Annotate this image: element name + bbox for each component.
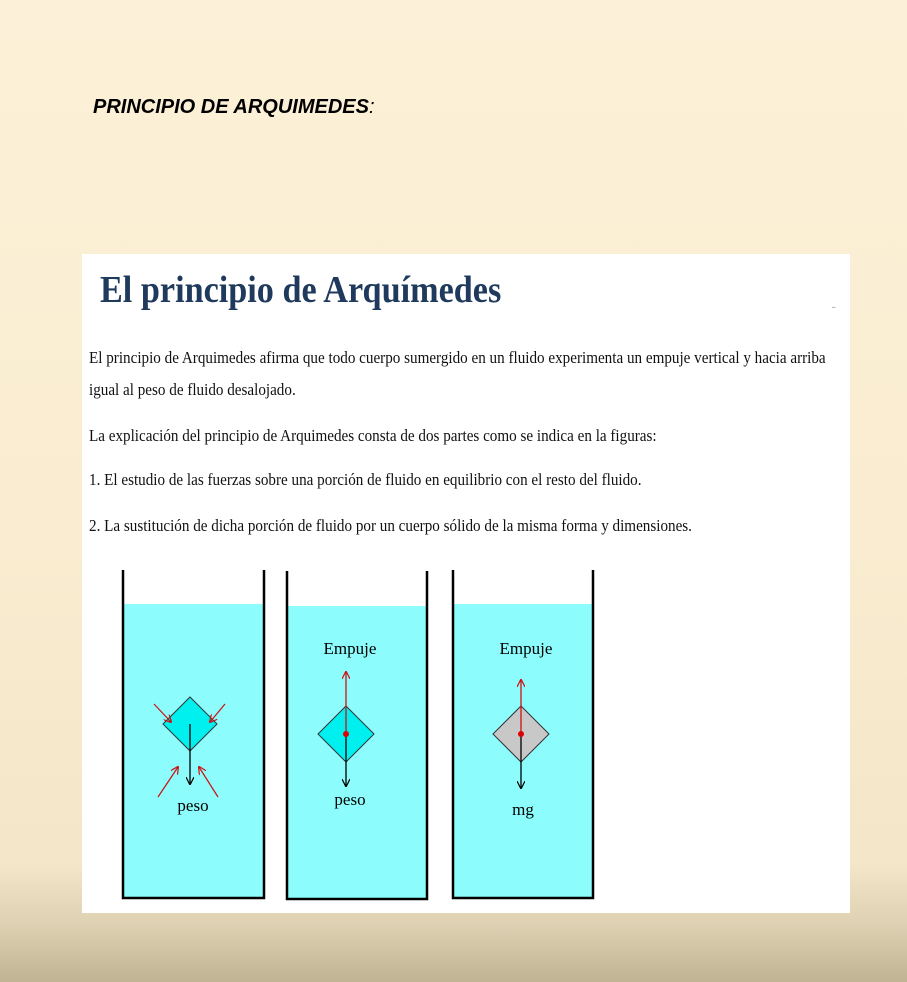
slide-title-colon: : (368, 96, 375, 118)
center-point-3 (518, 731, 524, 737)
decorative-dash: - (831, 298, 836, 314)
tank-2-buoyancy-label: Empuje (323, 639, 377, 658)
definition-line-1: El principio de Arquimedes afirma que todo cuerpo sumergido en un fluido experimenta un empuje vertical y hacia arriba (89, 348, 826, 367)
principle-panel (82, 254, 850, 913)
tank-2-weight-label: peso (334, 790, 366, 809)
tank-3-buoyancy-label: Empuje (499, 639, 553, 658)
list-item-1: 1. El estudio de las fuerzas sobre una porción de fluido en equilibrio con el resto del fluido. (89, 470, 642, 489)
archimedes-figure (82, 254, 850, 913)
definition-line-2: igual al peso de fluido desalojado. (89, 380, 296, 399)
water-1 (124, 604, 263, 897)
list-item-2: 2. La sustitución de dicha porción de fluido por un cuerpo sólido de la misma forma y dimensiones. (89, 516, 692, 535)
tank-2 (287, 571, 427, 899)
tank-3 (453, 570, 593, 898)
explanation-paragraph: La explicación del principio de Arquimedes consta de dos partes como se indica en la figuras: (89, 426, 657, 445)
tank-3-weight-label: mg (512, 800, 534, 819)
slide-title (93, 96, 375, 119)
tank-1 (123, 570, 264, 898)
tank-1-weight-label: peso (177, 796, 209, 815)
panel-heading: El principio de Arquímedes (100, 269, 502, 311)
slide-title-text: PRINCIPIO DE ARQUIMEDES (93, 96, 369, 118)
center-point-2 (343, 731, 349, 737)
